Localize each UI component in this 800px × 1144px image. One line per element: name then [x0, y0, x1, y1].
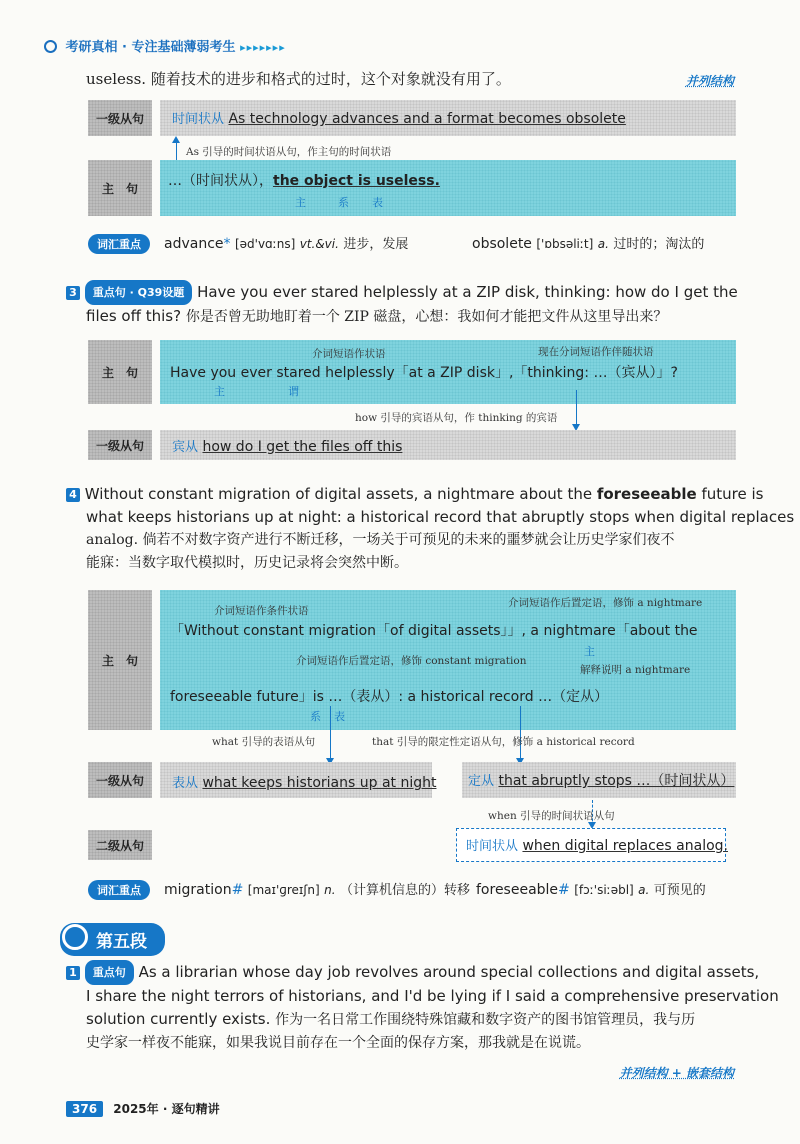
role-linking: 系: [310, 710, 321, 723]
sentence-3: 3 重点句 · Q39设题 Have you ever stared helplessly at a ZIP disk, thinking: how do I get the files off this? 你是否曾无助地盯着一个 ZIP 磁盘，心想：我如何才能把文件从这里导出来？: [66, 280, 746, 329]
annotation: 介词短语作后置定语，修饰 constant migration: [296, 655, 527, 667]
vocab-item: foreseeable# [fɔː'siːəbl] a. 可预见的: [476, 882, 706, 898]
annotation: 解释说明 a nightmare: [580, 664, 691, 676]
role-predicative: 表: [334, 710, 345, 723]
clause-line: 表从 what keeps historians up at night: [172, 775, 437, 791]
main-clause-label: 主 句: [88, 160, 152, 216]
vocab-item: advance* [əd'vɑːns] vt.&vi. 进步，发展: [164, 236, 409, 252]
main-clause-line: Have you ever stared helplessly「at a ZIP disk」,「thinking: …（宾从）」?: [170, 365, 678, 381]
page-header: [44, 36, 286, 55]
annotation: 介词短语作后置定语，修饰 a nightmare: [508, 597, 703, 609]
role-subject: 主: [295, 196, 306, 209]
sentence-number: 3: [66, 286, 80, 300]
clause-tag: 时间状从: [172, 112, 225, 127]
sentence-4: 4 Without constant migration of digital assets, a nightmare about the foreseeable future is what keeps historians up at night: a historical record that abruptly stops when digital replaces analog. 倘若不对数字资产进行不断迁移，一场关于可预见的未来的噩梦就会让历史学家们夜不 能寐：当数字取代模拟时，历史记录将会突然中断。: [66, 483, 746, 575]
book-title: 2025年 · 逐句精讲: [113, 1102, 220, 1116]
annotation: 现在分词短语作伴随状语: [538, 346, 654, 358]
vocab-item: migration# [maɪ'ɡreɪʃn] n. （计算机信息的）转移: [164, 882, 471, 898]
role-linking: 系: [338, 196, 349, 209]
annotation: 介词短语作条件状语: [214, 605, 309, 617]
structure-tag: 并列结构 + 嵌套结构: [619, 1066, 734, 1080]
key-sentence-badge: 重点句 · Q39设题: [85, 280, 193, 305]
clause-line: [172, 108, 626, 127]
annotation: when 引导的时间状语从句: [488, 810, 615, 822]
page-number: 376: [66, 1101, 103, 1117]
clause-level-label: 二级从句: [88, 830, 152, 860]
annotation: 介词短语作状语: [312, 348, 386, 360]
vocab-label: 词汇重点: [88, 880, 150, 900]
main-clause-line: foreseeable future」is …（表从）: a historical record …（定从）: [170, 689, 609, 705]
section-title: 第五段: [60, 923, 165, 956]
key-sentence-badge: 重点句: [85, 960, 134, 985]
header-arrows: ▸▸▸▸▸▸▸: [240, 41, 286, 54]
main-clause-label: 主 句: [88, 340, 152, 404]
annotation: how 引导的宾语从句，作 thinking 的宾语: [355, 412, 558, 424]
top-line: useless. 随着技术的进步和格式的过时，这个对象就没有用了。: [86, 70, 511, 88]
annotation: that 引导的限定性定语从句，修饰 a historical record: [372, 736, 635, 748]
role-predicative: 表: [372, 196, 383, 209]
main-clause-line: 「Without constant migration「of digital assets」」, a nightmare「about the: [170, 623, 698, 639]
vocab-label: 词汇重点: [88, 234, 150, 254]
main-clause-line: …（时间状从），the object is useless.: [168, 173, 440, 189]
sentence-number: 1: [66, 966, 80, 980]
clause-level-label: 一级从句: [88, 100, 152, 136]
annotation: As 引导的时间状语从句，作主句的时间状语: [186, 146, 392, 158]
search-icon: [44, 40, 57, 53]
main-clause-label: 主 句: [88, 590, 152, 730]
vocab-item: obsolete ['ɒbsəliːt] a. 过时的；淘汰的: [472, 236, 705, 252]
clause-line: 定从 that abruptly stops …（时间状从）: [468, 773, 735, 789]
annotation: what 引导的表语从句: [212, 736, 316, 748]
clause-line: 宾从 how do I get the files off this: [172, 439, 403, 455]
search-icon: [62, 924, 88, 950]
role-subject: 主: [584, 645, 595, 658]
role-predicate: 谓: [288, 385, 299, 398]
brand-title: 考研真相 · 专注基础薄弱考生: [65, 40, 236, 55]
clause-text: As technology advances and a format becomes obsolete: [228, 111, 626, 127]
sentence-5: 1 重点句 As a librarian whose day job revolves around special collections and digital assets, I share the night terrors of historians, and I'd be lying if I said a comprehensive preservation solution currently exists. 作为一名日常工作围绕特殊馆藏和数字资产的图书馆管理员，我与历 史学家一样夜不能寐，如果我说目前存在一个全面的保存方案，那我就是在说谎。: [66, 960, 756, 1055]
role-subject: 主: [214, 385, 225, 398]
page-footer: [66, 1100, 220, 1117]
sentence-number: 4: [66, 488, 80, 502]
structure-tag: 并列结构: [685, 74, 734, 88]
clause-level-label: 一级从句: [88, 430, 152, 460]
clause-level-label: 一级从句: [88, 762, 152, 798]
clause-line: 时间状从 when digital replaces analog.: [466, 838, 728, 854]
